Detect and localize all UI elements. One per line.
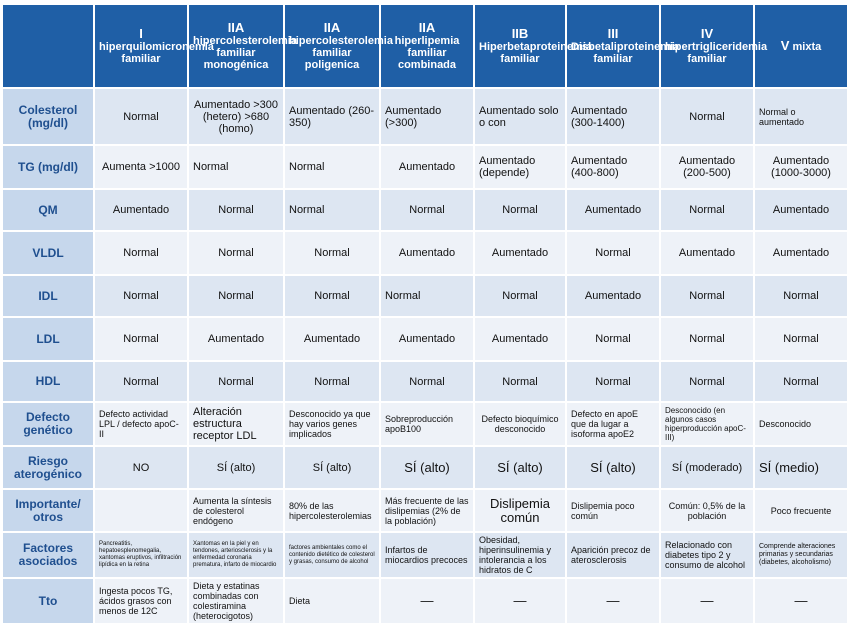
table-cell: Aumentado: [660, 231, 754, 275]
table-cell: Normal: [380, 361, 474, 402]
table-cell: Normal: [284, 145, 380, 189]
table-cell: SÍ (alto): [284, 446, 380, 489]
table-cell: Aumentado >300 (hetero) >680 (homo): [188, 88, 284, 145]
table-row-riesgo-aterogenico: [2, 446, 848, 489]
table-cell: Obesidad, hiperinsulinemia y intolerancia a los hidratos de C: [474, 532, 566, 578]
header-col-1-name: hiperquilomicronemia familiar: [99, 41, 214, 65]
table-cell: Normal: [754, 317, 848, 361]
row-label-qm: QM: [2, 189, 94, 231]
header-col-4: [380, 4, 474, 88]
row-label-importante-otros: Importante/ otros: [2, 489, 94, 532]
table-cell: Normal: [474, 361, 566, 402]
table-cell: Aumentado: [380, 231, 474, 275]
table-cell: Normal: [754, 361, 848, 402]
row-label-ldl: LDL: [2, 317, 94, 361]
table-row-idl: [2, 275, 848, 317]
table-cell: factores ambientales como el contenido dietético de colesterol y grasas, consumo de alcohol: [284, 532, 380, 578]
table-row-importante-otros: [2, 489, 848, 532]
header-col-7: [660, 4, 768, 88]
table-cell: Normal: [474, 275, 566, 317]
table-cell: —: [566, 578, 660, 624]
table-row-vldl: [2, 231, 848, 275]
header-col-3-num: IIA: [323, 20, 341, 35]
table-cell: —: [474, 578, 566, 624]
table-cell: Normal: [380, 275, 474, 317]
table-cell: Desconocido: [754, 402, 848, 446]
table-cell: Desconocido (en algunos casos hiperproducción apoC-III): [660, 402, 754, 446]
table-cell: Infartos de miocardios precoces: [380, 532, 474, 578]
table-cell: Normal: [566, 361, 660, 402]
table-cell: Normal: [188, 231, 284, 275]
table-cell: SÍ (medio): [754, 446, 848, 489]
table-cell: Sobreproducción apoB100: [380, 402, 474, 446]
table-cell: Normal: [94, 361, 188, 402]
header-col-5-name: Hiperbetaproteinemia familiar: [479, 41, 593, 65]
table-cell: —: [754, 578, 848, 624]
table-row-tto: [2, 578, 848, 624]
row-label-riesgo-aterogenico: Riesgo aterogénico: [2, 446, 94, 489]
row-label-vldl: VLDL: [2, 231, 94, 275]
table-row-ldl: [2, 317, 848, 361]
table-cell: Aumenta >1000: [94, 145, 188, 189]
header-col-4-name: hiperlipemia familiar combinada: [394, 35, 460, 71]
table-cell: Normal: [284, 361, 380, 402]
table-cell: Aumentado: [188, 317, 284, 361]
header-col-3: [284, 4, 393, 88]
table-cell: SÍ (alto): [188, 446, 284, 489]
table-cell: Normal: [188, 145, 284, 189]
table-cell: Aumentado: [566, 189, 660, 231]
table-cell: Alteración estructura receptor LDL: [188, 402, 284, 446]
header-col-2-name: hipercolesterolemia familiar monogénica: [193, 35, 297, 71]
header-col-7-name: hipertrigliceridemia familiar: [665, 41, 768, 65]
table-cell: Pancreatitis, hepatoesplenomegalia, xantomas eruptivos, infiltración lipídica en la retina: [94, 532, 188, 578]
table-cell: Normal: [566, 317, 660, 361]
table-cell: Dislipemia poco común: [566, 489, 660, 532]
table-cell: Común: 0,5% de la población: [660, 489, 754, 532]
table-cell: Normal: [188, 189, 284, 231]
table-cell: [94, 489, 188, 532]
header-col-4-num: IIA: [418, 20, 436, 35]
table-cell: Aumenta la síntesis de colesterol endógeno: [188, 489, 284, 532]
row-label-tg: TG (mg/dl): [2, 145, 94, 189]
table-cell: Defecto en apoE que da lugar a isoforma apoE2: [566, 402, 660, 446]
table-cell: —: [660, 578, 754, 624]
table-cell: Xantomas en la piel y en tendones, arteriosclerosis y la enfermedad coronaria prematura, infarto de miocardio: [188, 532, 284, 578]
table-cell: Normal: [754, 275, 848, 317]
table-cell: Comprende alteraciones primarias y secundarias (diabetes, alcoholismo): [754, 532, 848, 578]
table-cell: Poco frecuente: [754, 489, 848, 532]
table-cell: Normal: [566, 231, 660, 275]
row-label-colesterol: Colesterol (mg/dl): [2, 88, 94, 145]
table-cell: Relacionado con diabetes tipo 2 y consumo de alcohol: [660, 532, 754, 578]
table-cell: 80% de las hipercolesterolemias: [284, 489, 380, 532]
table-cell: NO: [94, 446, 188, 489]
table-cell: Normal: [94, 317, 188, 361]
header-col-8-num: V: [780, 37, 790, 53]
table-cell: Aparición precoz de aterosclerosis: [566, 532, 660, 578]
table-cell: Normal: [284, 189, 380, 231]
table-cell: Normal: [94, 88, 188, 145]
table-cell: Aumentado (200-500): [660, 145, 754, 189]
table-row-colesterol: [2, 88, 848, 145]
table-cell: Desconocido ya que hay varios genes implicados: [284, 402, 380, 446]
row-label-hdl: HDL: [2, 361, 94, 402]
header-col-1-num: I: [139, 26, 143, 41]
table-cell: Normal: [94, 231, 188, 275]
header-col-6-num: III: [607, 26, 619, 41]
table-cell: Normal: [380, 189, 474, 231]
header-col-8: [754, 4, 848, 88]
table-cell: Normal: [660, 361, 754, 402]
dyslipidemia-classification-table: [1, 3, 849, 625]
table-cell: Normal: [284, 231, 380, 275]
table-cell: Aumentado (depende): [474, 145, 566, 189]
table-cell: Aumentado: [94, 189, 188, 231]
table-cell: —: [380, 578, 474, 624]
table-cell: SÍ (alto): [380, 446, 474, 489]
table-cell: Aumentado: [284, 317, 380, 361]
row-label-factores-asociados: Factores asociados: [2, 532, 94, 578]
table-cell: SÍ (moderado): [660, 446, 754, 489]
table-cell: Aumentado (>300): [380, 88, 474, 145]
table-cell: Aumentado (400-800): [566, 145, 660, 189]
header-col-5-num: IIB: [511, 26, 529, 41]
table-cell: Defecto actividad LPL / defecto apoC-II: [94, 402, 188, 446]
table-cell: Dieta y estatinas combinadas con colestiramina (heterocigotos): [188, 578, 284, 624]
table-cell: Defecto bioquímico desconocido: [474, 402, 566, 446]
header-col-5: [474, 4, 593, 88]
header-row: [2, 4, 848, 88]
table-cell: Dislipemia común: [474, 489, 566, 532]
table-cell: Aumentado: [566, 275, 660, 317]
table-cell: Más frecuente de las dislipemias (2% de la población): [380, 489, 474, 532]
table-cell: Aumentado (1000-3000): [754, 145, 848, 189]
header-col-2: [188, 4, 297, 88]
header-col-2-num: IIA: [227, 20, 245, 35]
table-cell: Aumentado (300-1400): [566, 88, 660, 145]
table-cell: Normal: [474, 189, 566, 231]
table-cell: Aumentado solo o con: [474, 88, 566, 145]
table-row-hdl: [2, 361, 848, 402]
header-col-3-name: hipercolesterolemia familiar poligenica: [289, 35, 393, 71]
table-cell: Aumentado: [380, 145, 474, 189]
table-row-qm: [2, 189, 848, 231]
header-col-7-num: IV: [700, 26, 714, 41]
header-col-1: [94, 4, 214, 88]
table-cell: Normal: [660, 275, 754, 317]
table-cell: Normal: [188, 361, 284, 402]
header-col-6-name: Disbetaliproteinemia familiar: [571, 41, 680, 65]
row-label-defecto-genetico: Defecto genético: [2, 402, 94, 446]
table-row-tg: [2, 145, 848, 189]
table-cell: Normal: [284, 275, 380, 317]
table-cell: Aumentado: [754, 231, 848, 275]
table-cell: Normal: [94, 275, 188, 317]
table-cell: Normal: [660, 189, 754, 231]
table-cell: Normal: [188, 275, 284, 317]
header-col-8-name: mixta: [792, 40, 822, 53]
table-cell: Aumentado: [474, 231, 566, 275]
table-cell: SÍ (alto): [566, 446, 660, 489]
table-row-defecto-genetico: [2, 402, 848, 446]
table-cell: Normal: [660, 317, 754, 361]
row-label-idl: IDL: [2, 275, 94, 317]
header-col-6: [566, 4, 680, 88]
table-cell: Aumentado: [474, 317, 566, 361]
table-cell: Normal o aumentado: [754, 88, 848, 145]
table-cell: SÍ (alto): [474, 446, 566, 489]
table-cell: Aumentado: [380, 317, 474, 361]
table-cell: Aumentado (260-350): [284, 88, 380, 145]
table-row-factores-asociados: [2, 532, 848, 578]
table-cell: Ingesta pocos TG, ácidos grasos con menos de 12C: [94, 578, 188, 624]
table-cell: Dieta: [284, 578, 380, 624]
row-label-tto: Tto: [2, 578, 94, 624]
table-cell: Aumentado: [754, 189, 848, 231]
table-cell: Normal: [660, 88, 754, 145]
header-corner: [2, 4, 94, 88]
